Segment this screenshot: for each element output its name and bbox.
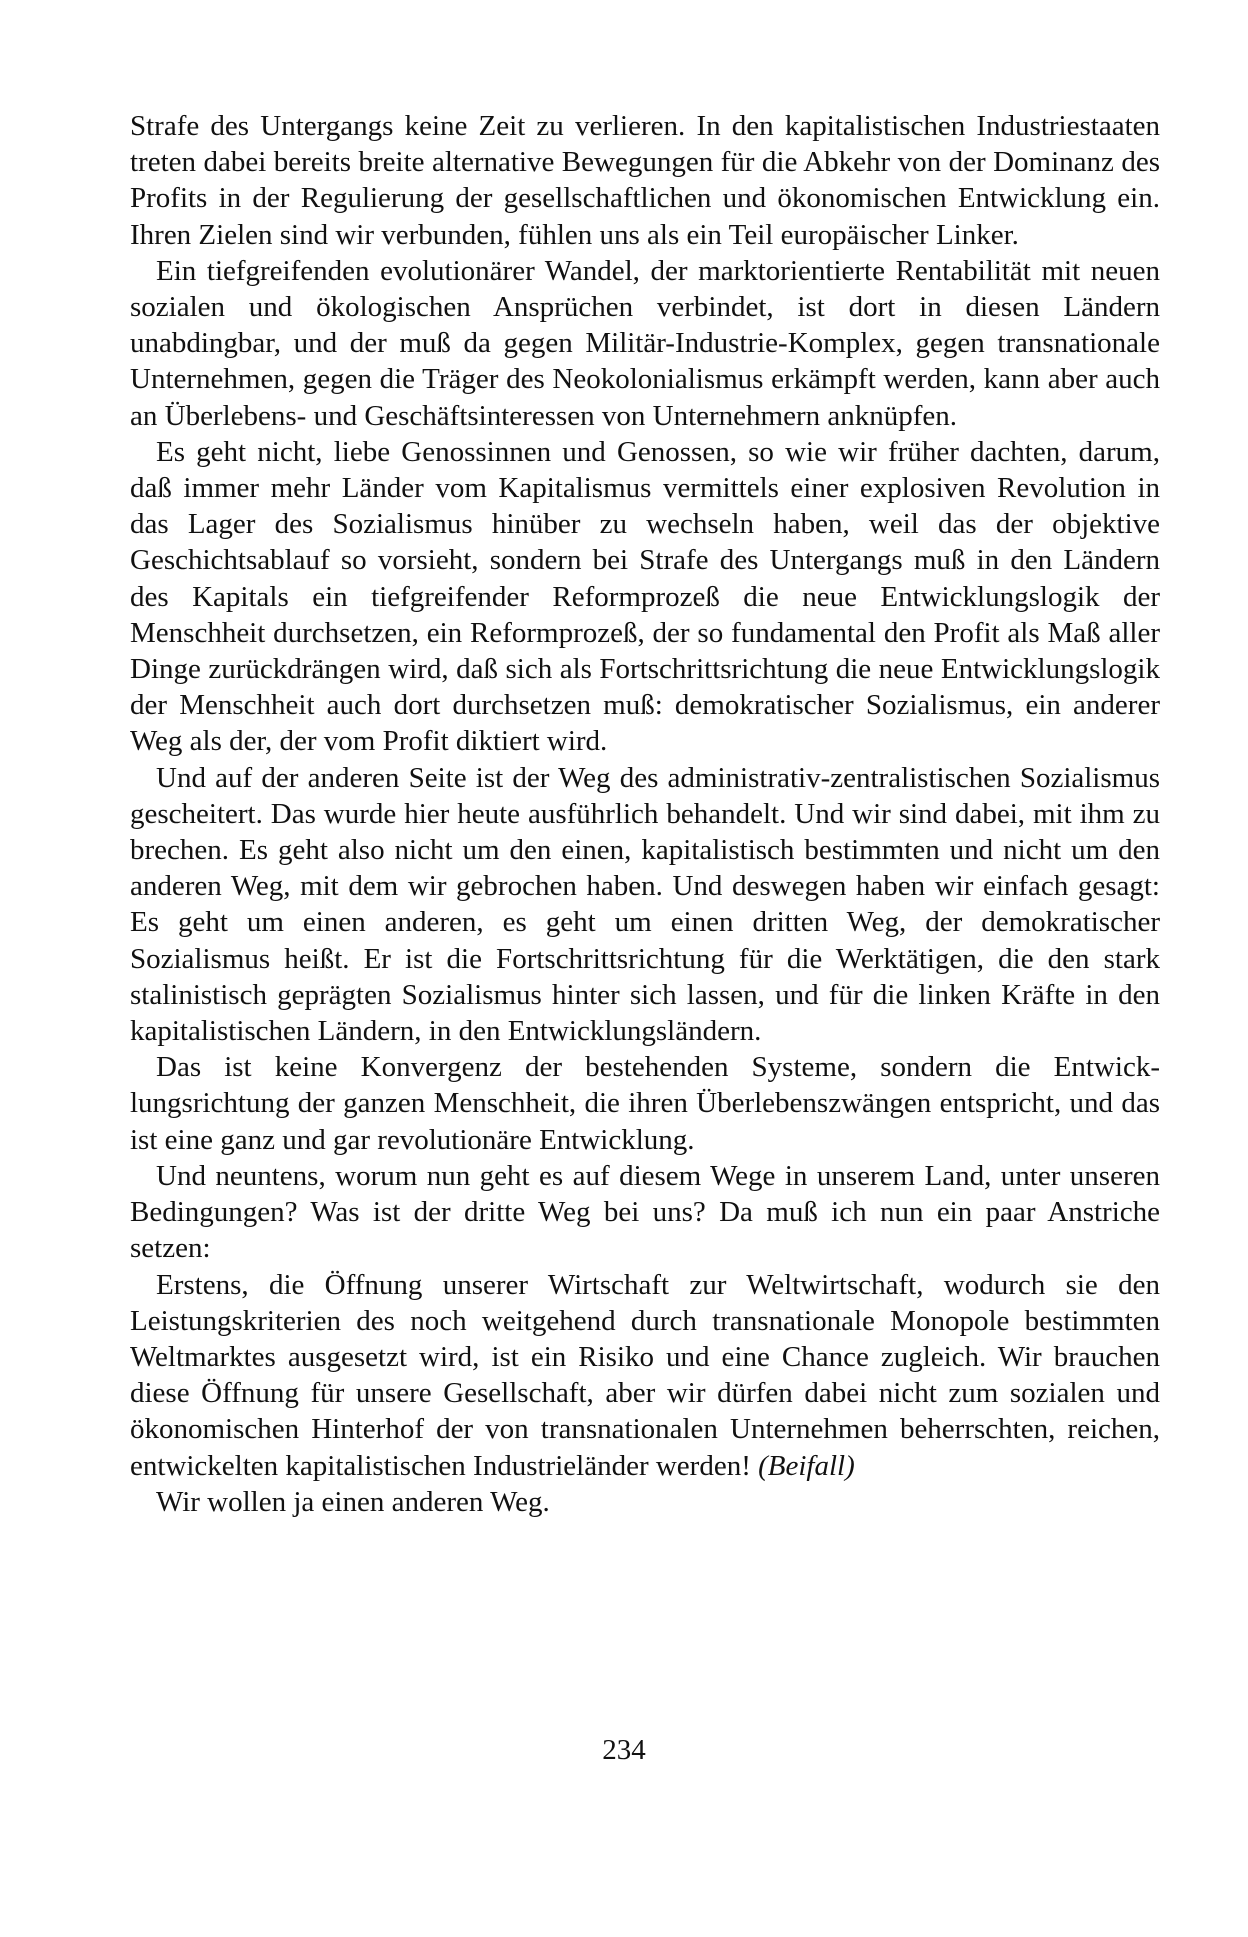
page-number: 234	[602, 1734, 646, 1766]
paragraph-7	[130, 1267, 1160, 1484]
paragraph-4: Und auf der anderen Seite ist der Weg des administrativ-zentralistischen Sozialismus gescheitert. Das wurde hier heute ausführlich behandelt. Und wir sind dabei, mit ihm zu brechen. Es geht also nicht um den einen, kapitalistisch bestimmten und nicht um den anderen Weg, mit dem wir gebrochen haben. Und deswegen haben wir einfach gesagt: Es geht um einen anderen, es geht um einen dritten Weg, der demokratischer Sozialismus heißt. Er ist die Fortschrittsrichtung für die Werktätigen, die den stark stalinistisch geprägten Sozialismus hinter sich lassen, und für die linken Kräfte in den kapitalistischen Ländern, in den Entwicklungsländern.	[130, 761, 1160, 1048]
applause-note: (Beifall)	[758, 1449, 855, 1482]
paragraph-2: Ein tiefgreifenden evolutionärer Wandel, der marktorientierte Rentabilität mit neuen sozialen und ökologischen Ansprüchen verbindet, ist dort in diesen Ländern unabdingbar, und der muß da gegen Militär-Industrie-Komplex, gegen transnationale Unternehmen, gegen die Träger des Neokolonialismus erkämpft werden, kann aber auch an Überlebens- und Geschäftsinteressen von Unternehmern anknüpfen.	[130, 254, 1160, 432]
paragraph-8: Wir wollen ja einen anderen Weg.	[156, 1485, 550, 1518]
paragraph-5: Das ist keine Konvergenz der bestehenden Systeme, sondern die Entwicklungsrichtung der ganzen Menschheit, die ihren Überlebenszwängen entspricht, und das ist eine ganz und gar revolutionäre Entwicklung.	[130, 1051, 1160, 1156]
paragraph-6: Und neuntens, worum nun geht es auf diesem Wege in unserem Land, unter unseren Bedingungen? Was ist der dritte Weg bei uns? Da muß ich nun ein paar Anstriche setzen:	[130, 1159, 1160, 1265]
paragraph-3: Es geht nicht, liebe Genossinnen und Genossen, so wie wir früher dachten, darum, daß immer mehr Länder vom Kapitalismus vermittels einer explosiven Revolution in das Lager des Sozialismus hinüber zu wechseln haben, weil das der objektive Geschichtsablauf so vorsieht, sondern bei Strafe des Untergangs muß in den Ländern des Kapitals ein tiefgreifender Reformprozeß die neue Entwicklungslogik der Menschheit durchsetzen, ein Reformprozeß, der so fundamental den Profit als Maß aller Dinge zurückdrängen wird, daß sich als Fortschrittsrichtung die neue Entwicklungslogik der Menschheit auch dort durchsetzen muß: demokratischer Sozialismus, ein anderer Weg als der, der vom Profit diktiert wird.	[130, 435, 1160, 758]
paragraph-7-text: Erstens, die Öffnung unserer Wirtschaft zur Weltwirtschaft, wodurch sie den Leistungskriterien des noch weitgehend durch transnationale Monopole bestimmten Weltmarktes ausgesetzt wird, ist ein Risiko und eine Chance zugleich. Wir brauchen diese Öffnung für unsere Gesellschaft, aber wir dürfen dabei nicht zum sozialen und ökonomischen Hinterhof der von transnationalen Unternehmen beherrschten, reichen, entwickelten kapitalistischen Industrieländer werden!	[130, 1268, 1160, 1482]
document-page	[130, 108, 1160, 1520]
paragraph-1: Strafe des Untergangs keine Zeit zu verlieren. In den kapitalistischen Industriestaaten treten dabei bereits breite alternative Bewegungen für die Abkehr von der Dominanz des Profits in der Regulierung der gesellschaftlichen und ökonomischen Entwicklung ein. Ihren Zielen sind wir verbunden, fühlen uns als ein Teil europäischer Linker.	[130, 110, 1160, 251]
